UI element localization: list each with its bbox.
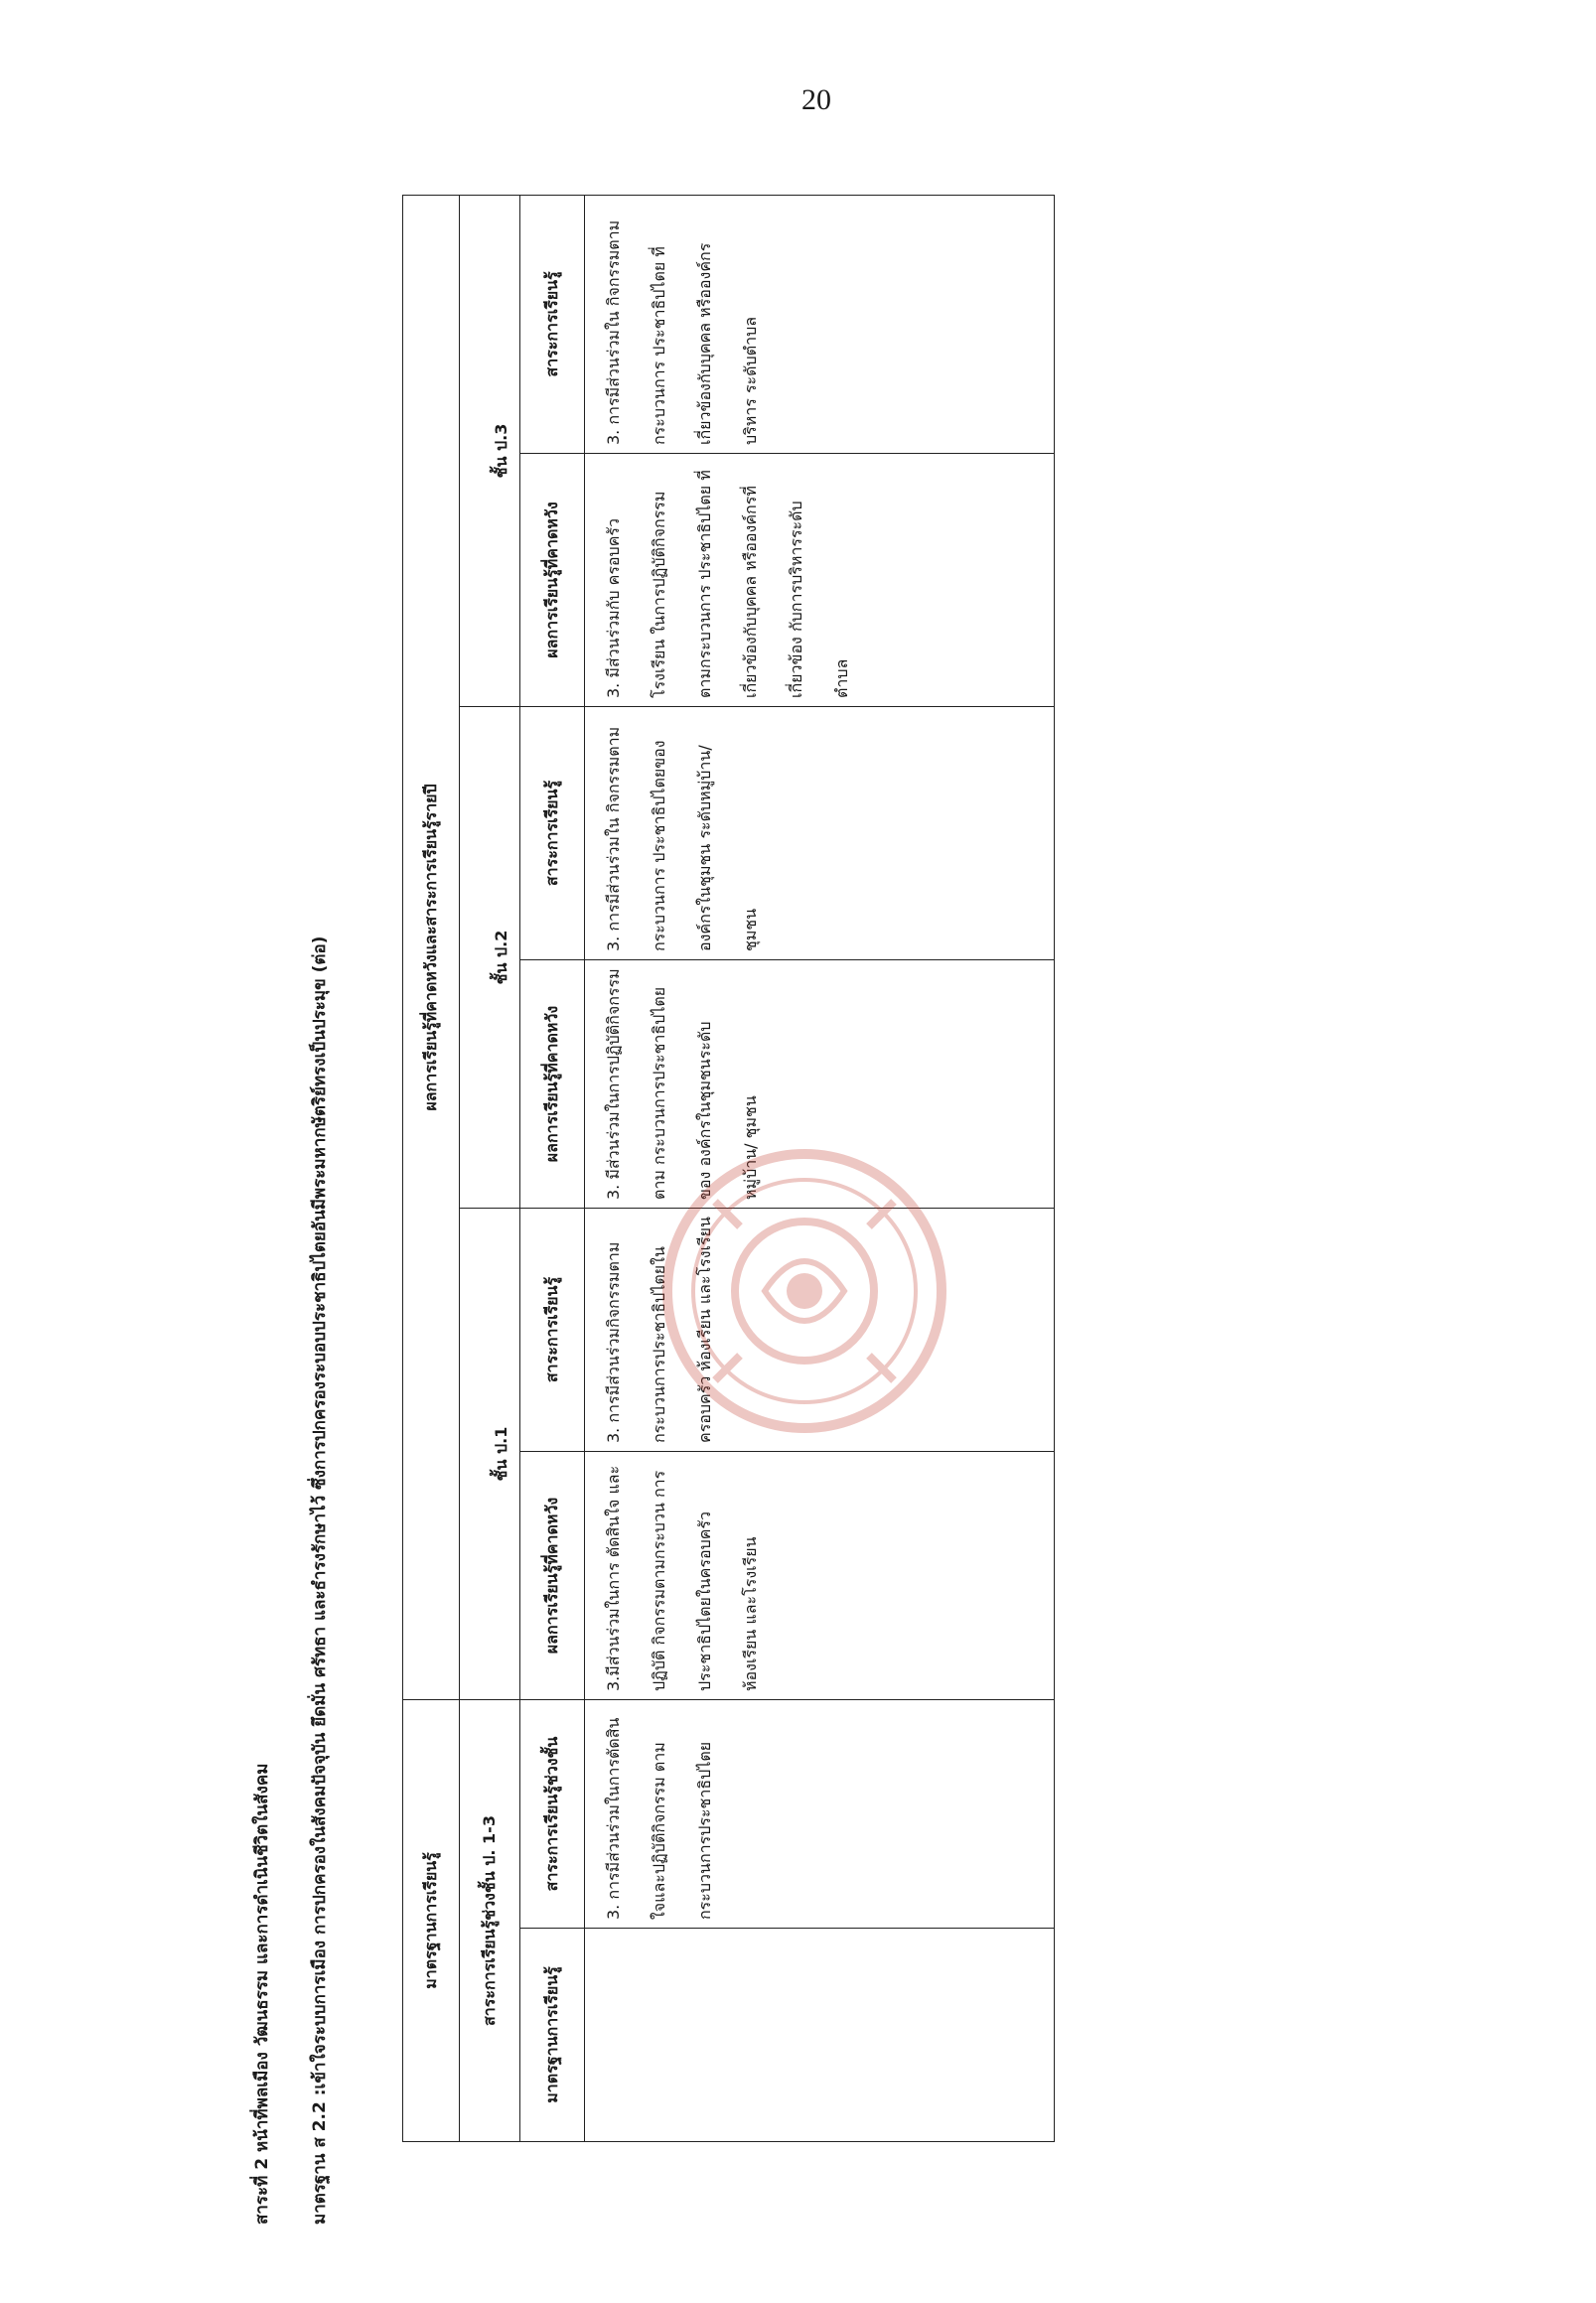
standard-heading: มาตรฐาน ส 2.2 :เข้าใจระบบการเมือง การปกครองในสังคมปัจจุบัน ยึดมั่น ศรัทธา และธำรงรักษาไว้ ซึ่งการปกครองระบอบประชาธิปไตยอันมีพระมหากษัตริย์ทรงเป็นประมุข (ต่อ) xyxy=(310,936,330,2225)
col-header-p3-outcome: ผลการเรียนรู้ที่คาดหวัง xyxy=(520,454,585,707)
col-header-p2-content: สาระการเรียนรู้ xyxy=(520,707,585,960)
col-header-core: สาระการเรียนรู้ช่วงชั้น xyxy=(520,1700,585,1929)
grade-p2-header: ชั้น ป.2 xyxy=(460,707,520,1209)
cell-standard xyxy=(585,1929,1055,2142)
cell-p3-content: 3. การมีส่วนร่วมใน กิจกรรมตาม กระบวนการ ประชาธิปไตย ที่เกี่ยวข้องกับบุคคล หรือองค์กรบริหาร ระดับตำบล xyxy=(585,195,1055,453)
rotated-page-content xyxy=(238,169,1182,2225)
group-header-standard: มาตรฐานการเรียนรู้ xyxy=(403,1700,460,2142)
col-header-standard: มาตรฐานการเรียนรู้ xyxy=(520,1929,585,2142)
col-header-p1-content: สาระการเรียนรู้ xyxy=(520,1209,585,1452)
core-content-header: สาระการเรียนรู้ช่วงชั้น ป. 1-3 xyxy=(460,1700,520,2142)
curriculum-table xyxy=(402,195,1055,2142)
page-number: 20 xyxy=(801,83,831,116)
grade-p1-header: ชั้น ป.1 xyxy=(460,1209,520,1700)
cell-p2-outcome: 3. มีส่วนร่วมในการปฏิบัติกิจกรรมตาม กระบวนการประชาธิปไตยของ องค์กรในชุมชนระดับหมู่บ้าน/ ชุมชน xyxy=(585,960,1055,1209)
col-header-p1-outcome: ผลการเรียนรู้ที่คาดหวัง xyxy=(520,1452,585,1700)
cell-p3-outcome: 3. มีส่วนร่วมกับ ครอบครัว โรงเรียน ในการปฏิบัติกิจกรรม ตามกระบวนการ ประชาธิปไตย ที่เกี่ยวข้องกับบุคคล หรือองค์กรที่เกี่ยวข้อง กับการบริหารระดับ ตำบล xyxy=(585,454,1055,707)
strand-heading: สาระที่ 2 หน้าที่พลเมือง วัฒนธรรม และการดำเนินชีวิตในสังคม xyxy=(252,1763,272,2225)
col-header-p2-outcome: ผลการเรียนรู้ที่คาดหวัง xyxy=(520,960,585,1209)
group-header-outcomes: ผลการเรียนรู้ที่คาดหวังและสาระการเรียนรู้รายปี xyxy=(403,195,460,1699)
col-header-p3-content: สาระการเรียนรู้ xyxy=(520,195,585,453)
grade-p3-header: ชั้น ป.3 xyxy=(460,195,520,706)
cell-p1-content: 3. การมีส่วนร่วมกิจกรรมตาม กระบวนการประชาธิปไตยใน ครอบครัว ห้องเรียน และโรงเรียน xyxy=(585,1209,1055,1452)
cell-p2-content: 3. การมีส่วนร่วมใน กิจกรรมตาม กระบวนการ ประชาธิปไตยของ องค์กรในชุมชน ระดับหมู่บ้าน/ ชุมชน xyxy=(585,707,1055,960)
cell-core-content: 3. การมีส่วนร่วมในการตัดสินใจและปฏิบัติกิจกรรม ตามกระบวนการประชาธิปไตย xyxy=(585,1700,1055,1929)
cell-p1-outcome: 3.มีส่วนร่วมในการ ตัดสินใจ และปฏิบัติ กิจกรรมตามกระบวน การประชาธิปไตยในครอบครัว ห้องเรียน และโรงเรียน xyxy=(585,1452,1055,1700)
